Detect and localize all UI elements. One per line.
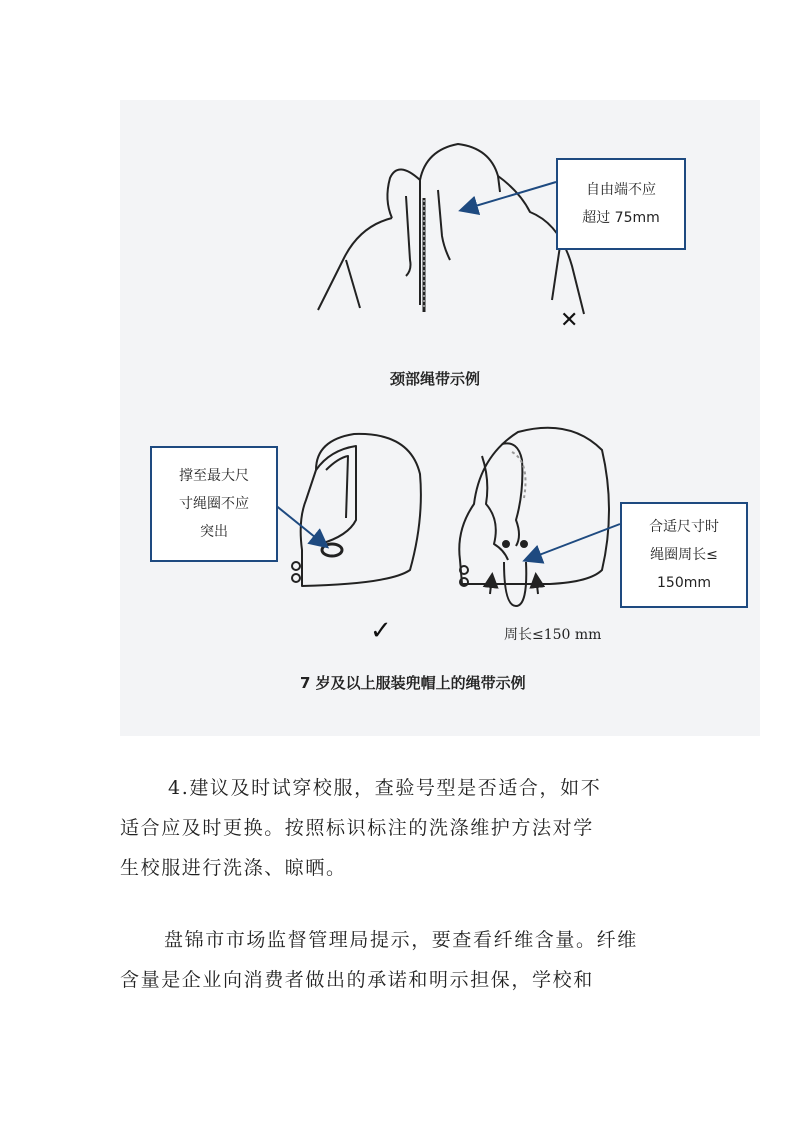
- callout-line: 150mm: [657, 575, 711, 591]
- paragraph-fiber-content: [120, 920, 680, 1000]
- paragraph-line: 含量是企业向消费者做出的承诺和明示担保，学校和: [120, 969, 594, 991]
- check-icon: ✓: [370, 616, 392, 646]
- caption-hood-drawstring: 7 岁及以上服装兜帽上的绳带示例: [300, 674, 526, 692]
- callout-line: 合适尺寸时: [649, 519, 719, 535]
- callout-line: 超过 75mm: [582, 210, 660, 226]
- paragraph-line: 生校服进行洗涤、晾晒。: [120, 857, 347, 879]
- hoodie-callout: [556, 158, 686, 250]
- callout-line: 撑至最大尺: [179, 468, 249, 484]
- perimeter-label: 周长≤150 mm: [504, 627, 602, 643]
- left-hood-drawing: [292, 434, 421, 586]
- hoodie-drawing: [318, 144, 584, 314]
- paragraph-uniform-fitting: [120, 768, 680, 888]
- illustration-figure: [120, 100, 760, 736]
- callout-line: 自由端不应: [586, 182, 656, 198]
- left-hood-callout: [150, 446, 278, 562]
- callout-line: 绳圈周长≤: [650, 547, 718, 563]
- callout-line: 寸绳圈不应: [179, 496, 249, 512]
- right-hood-loop-arrow: [490, 576, 492, 594]
- right-hood-drawing: [459, 428, 609, 606]
- right-hood-callout: [620, 502, 748, 608]
- callout-line: 突出: [200, 524, 228, 540]
- paragraph-line: 4.建议及时试穿校服，查验号型是否适合，如不: [168, 777, 602, 799]
- caption-neck-drawstring: 颈部绳带示例: [390, 370, 481, 388]
- paragraph-line: 盘锦市市场监督管理局提示，要查看纤维含量。纤维: [164, 929, 638, 951]
- cross-icon: ✕: [560, 308, 579, 333]
- right-hood-loop-arrow-2: [536, 576, 538, 594]
- paragraph-line: 适合应及时更换。按照标识标注的洗涤维护方法对学: [120, 817, 594, 839]
